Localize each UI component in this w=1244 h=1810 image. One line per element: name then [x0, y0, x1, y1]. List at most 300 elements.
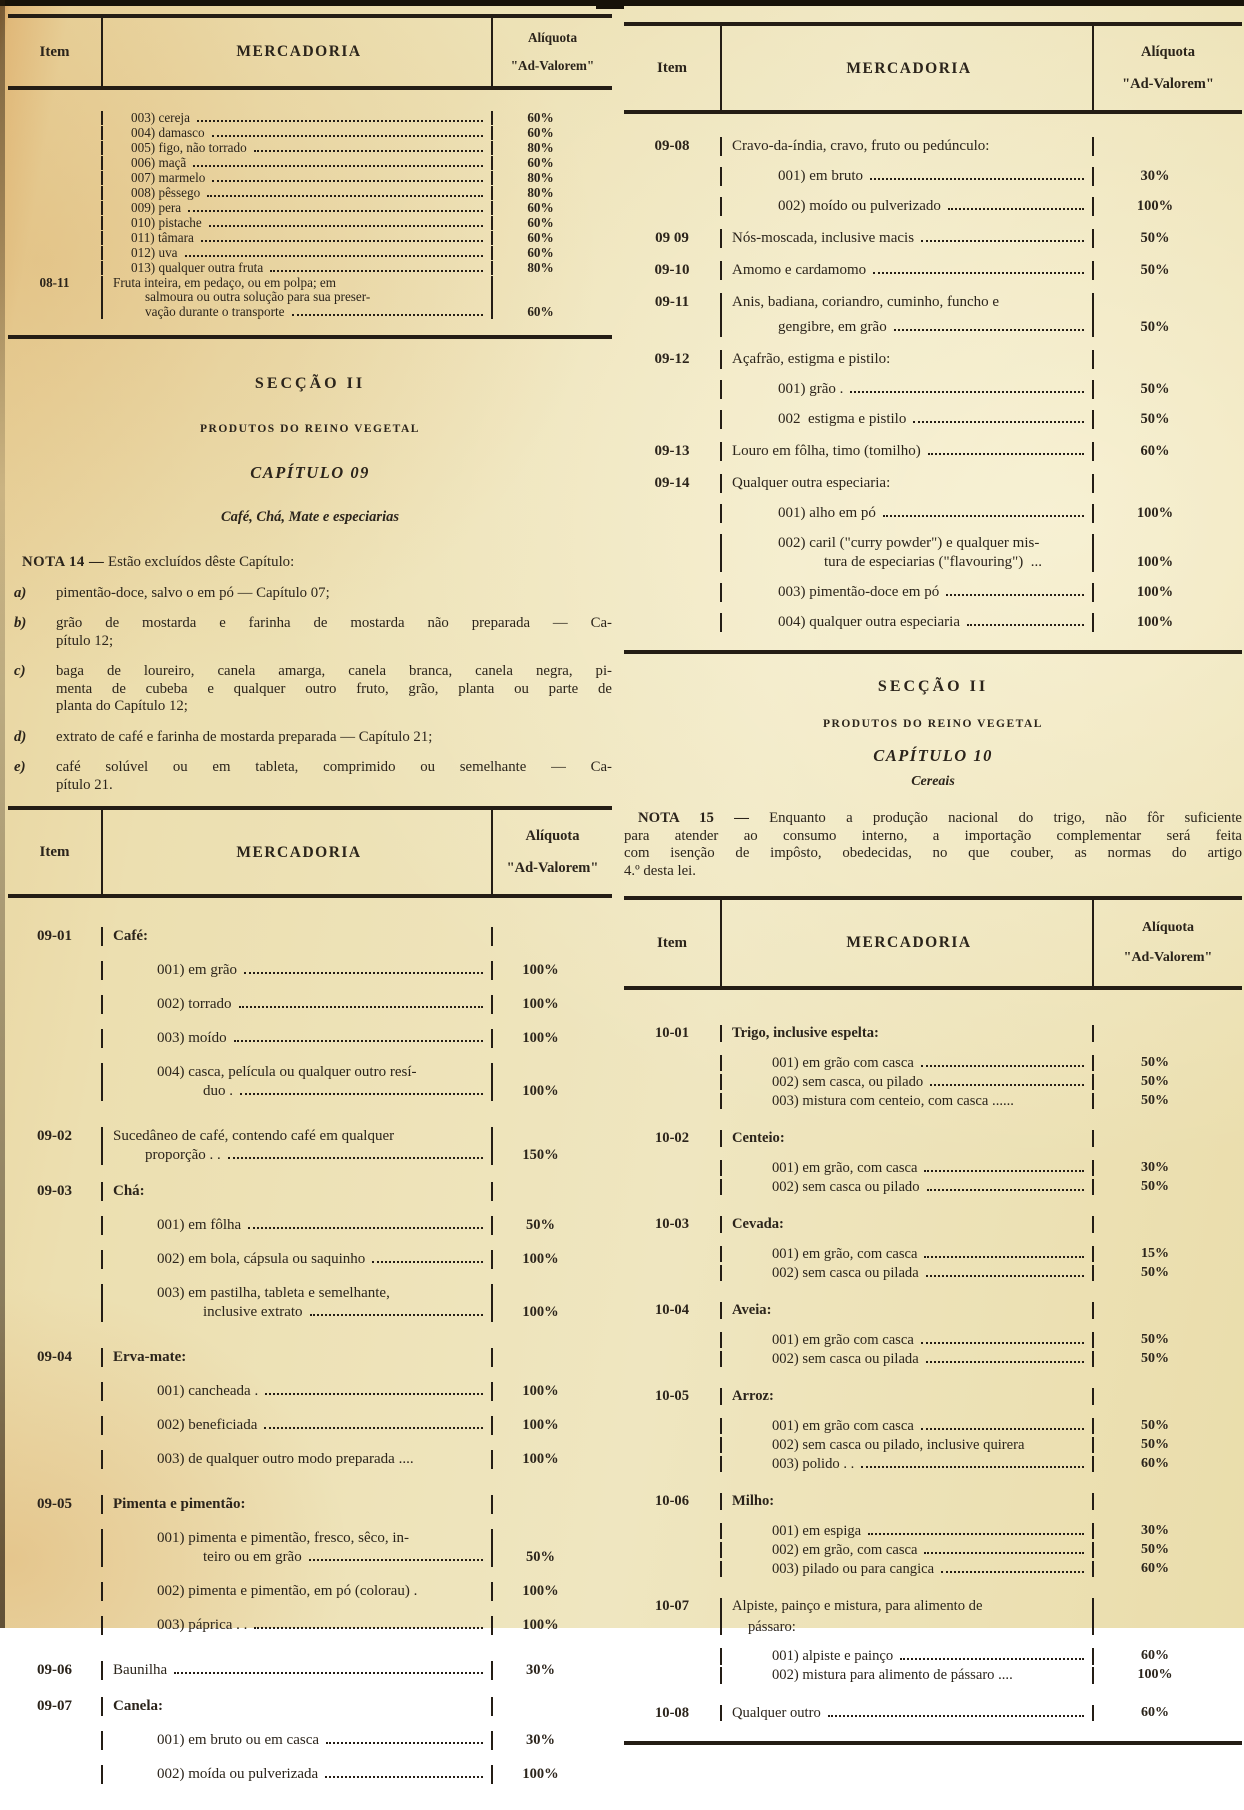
dotted-leader — [924, 1552, 1084, 1554]
merchandise-cell — [101, 1616, 493, 1635]
merchandise-line — [732, 167, 1086, 186]
merchandise-line — [732, 410, 1086, 429]
merchandise-line — [113, 261, 485, 276]
rate-value — [1094, 1523, 1242, 1540]
merchandise-line — [113, 141, 485, 156]
table-row — [8, 185, 612, 200]
rate-value — [1094, 1598, 1242, 1635]
rate-text: 30% — [1140, 168, 1170, 184]
merchandise-text: 002) torrado — [157, 996, 232, 1012]
left-column — [8, 14, 612, 1810]
merchandise-cell — [720, 1456, 1094, 1473]
rate-text: 100% — [522, 1383, 559, 1399]
item-code — [8, 246, 101, 261]
merchandise-line — [113, 1284, 485, 1303]
merchandise-line — [113, 1348, 485, 1367]
merchandise-text: salmoura ou outra solução para sua preser- — [145, 289, 371, 304]
table-row — [8, 215, 612, 230]
rate-value — [1094, 350, 1242, 369]
rate-value — [493, 961, 612, 980]
merchandise-text: teiro ou em grão — [203, 1549, 302, 1565]
item-code — [624, 1523, 720, 1540]
chapter-title: CAPÍTULO 09 — [250, 463, 370, 482]
rate-value — [1094, 1388, 1242, 1405]
table-row — [8, 1101, 612, 1165]
nota-14-heading — [8, 554, 612, 572]
merchandise-text: 012) uva — [131, 244, 178, 260]
rate-value — [1094, 293, 1242, 337]
rate-text: 100% — [1136, 554, 1174, 570]
merchandise-line — [732, 1705, 1086, 1722]
rate-value — [493, 1029, 612, 1048]
rate-value — [1094, 1456, 1242, 1473]
merchandise-line — [732, 1093, 1086, 1110]
item-code — [624, 1456, 720, 1473]
section-title: SECÇÃO II — [877, 678, 989, 695]
rate-text: 50% — [1140, 319, 1170, 335]
header-aliquota-line1: Alíquota — [527, 30, 578, 45]
item-code — [8, 1765, 101, 1784]
dotted-leader — [310, 1314, 483, 1316]
merchandise-line — [113, 1697, 485, 1716]
dotted-leader — [209, 225, 483, 227]
item-code — [8, 1250, 101, 1269]
item-code: 09-04 — [37, 1349, 72, 1365]
rate-value — [493, 276, 612, 320]
item-code — [8, 1029, 101, 1048]
merchandise-text: 002) em bola, cápsula ou saquinho — [157, 1251, 366, 1267]
section-title: SECÇÃO II — [254, 375, 366, 392]
merchandise-cell — [101, 1182, 493, 1201]
merchandise-cell — [101, 1127, 493, 1165]
merchandise-line — [732, 350, 1086, 369]
rate-value — [1094, 1055, 1242, 1072]
rate-text: 30% — [1141, 1159, 1169, 1175]
note-letter: d) — [14, 728, 27, 745]
merchandise-text: 001) pimenta e pimentão, fresco, sêco, in- — [157, 1530, 409, 1546]
section-subtitle: PRODUTOS DO REINO VEGETAL — [200, 423, 420, 435]
merchandise-line — [113, 1548, 485, 1567]
merchandise-line — [113, 156, 485, 171]
rate-value — [1094, 583, 1242, 602]
dotted-leader — [265, 1393, 483, 1395]
merchandise-cell — [101, 126, 493, 141]
merchandise-cell — [101, 995, 493, 1014]
item-code — [624, 613, 720, 632]
table-row — [8, 245, 612, 260]
merchandise-cell — [720, 504, 1094, 523]
dotted-leader — [234, 1040, 483, 1042]
table-row — [624, 248, 1242, 280]
rate-value — [1094, 1351, 1242, 1368]
merchandise-line — [113, 961, 485, 980]
header-aliquota — [1094, 26, 1242, 110]
item-code — [8, 186, 101, 201]
merchandise-line — [732, 1179, 1086, 1196]
dotted-leader — [921, 240, 1084, 242]
rate-text: 150% — [522, 1147, 559, 1163]
tariff-table-cereals — [624, 896, 1242, 1745]
merchandise-line — [732, 1615, 1086, 1636]
table-row — [624, 1684, 1242, 1722]
rate-text: 60% — [527, 214, 554, 230]
item-code: 09-01 — [37, 928, 72, 944]
nota-14-items — [8, 585, 612, 795]
merchandise-cell — [101, 156, 493, 171]
table-row — [8, 260, 612, 275]
merchandise-cell — [720, 1705, 1094, 1722]
merchandise-line — [113, 927, 485, 946]
item-code — [8, 1450, 101, 1469]
merchandise-text: 002) mistura para alimento de pássaro .... — [772, 1667, 1013, 1683]
merchandise-cell — [101, 1765, 493, 1784]
dotted-leader — [913, 421, 1084, 423]
dotted-leader — [212, 180, 483, 182]
item-code — [624, 1561, 720, 1578]
table-row — [8, 1635, 612, 1680]
dotted-leader — [928, 453, 1084, 455]
merchandise-cell — [720, 613, 1094, 632]
table-header — [624, 26, 1242, 114]
rate-text: 50% — [1141, 1350, 1169, 1366]
merchandise-text: 001) em grão com casca — [772, 1331, 914, 1348]
merchandise-cell — [101, 1661, 493, 1680]
header-mercadoria: MERCADORIA — [720, 26, 1094, 110]
rate-text: 100% — [522, 1451, 559, 1467]
merchandise-text: 003) de qualquer outro modo preparada .... — [157, 1451, 414, 1467]
merchandise-line — [113, 1582, 485, 1601]
rate-value — [1094, 410, 1242, 429]
merchandise-cell — [101, 261, 493, 276]
table-row — [8, 1165, 612, 1201]
rate-value — [493, 927, 612, 946]
dotted-leader — [197, 120, 483, 122]
table-row — [624, 156, 1242, 186]
dotted-leader — [924, 1256, 1084, 1258]
merchandise-line — [732, 1074, 1086, 1091]
header-mercadoria: MERCADORIA — [720, 900, 1094, 986]
item-code: 10-05 — [654, 1388, 690, 1404]
item-code — [8, 995, 101, 1014]
table-row — [624, 124, 1242, 156]
item-code: 10-01 — [654, 1025, 690, 1041]
merchandise-line — [113, 1529, 485, 1548]
merchandise-text: 002) moída ou pulverizada — [157, 1766, 319, 1782]
rate-value — [1094, 261, 1242, 280]
table-row — [624, 337, 1242, 369]
rate-text: 60% — [1141, 1648, 1169, 1663]
merchandise-cell — [101, 1348, 493, 1367]
merchandise-cell — [101, 1697, 493, 1716]
item-code — [624, 1418, 720, 1435]
merchandise-line — [732, 380, 1086, 399]
merchandise-line — [113, 1616, 485, 1635]
table-body — [624, 114, 1242, 650]
dotted-leader — [926, 1361, 1084, 1363]
table-row — [624, 1281, 1242, 1319]
rate-text: 50% — [1140, 381, 1170, 397]
rate-value — [493, 1348, 612, 1367]
item-code — [8, 1616, 101, 1635]
merchandise-text: Trigo, inclusive espelta: — [732, 1025, 879, 1041]
table-row — [8, 980, 612, 1014]
merchandise-cell — [720, 1025, 1094, 1042]
rate-value — [1094, 1648, 1242, 1665]
rate-value — [1094, 1493, 1242, 1510]
dotted-leader — [926, 1275, 1084, 1277]
merchandise-line — [732, 1265, 1086, 1282]
rate-value — [493, 141, 612, 156]
item-code: 09-11 — [654, 294, 690, 310]
item-code — [624, 1074, 720, 1091]
merchandise-line — [113, 246, 485, 261]
rate-value — [1094, 1093, 1242, 1110]
header-aliquota — [1094, 900, 1242, 986]
item-code — [624, 1667, 720, 1684]
merchandise-line — [113, 1216, 485, 1235]
merchandise-cell — [720, 534, 1094, 572]
rate-text: 100% — [522, 1617, 559, 1633]
table-row — [624, 493, 1242, 523]
item-code — [624, 380, 720, 399]
merchandise-line — [113, 201, 485, 216]
dotted-leader — [921, 1342, 1084, 1344]
merchandise-line — [113, 1146, 485, 1165]
item-code — [8, 1063, 101, 1101]
rate-text: 50% — [1141, 1073, 1169, 1089]
rate-value — [1094, 197, 1242, 216]
merchandise-text: Cevada: — [732, 1216, 784, 1232]
rate-text: 50% — [1141, 1264, 1169, 1280]
item-code: 10-04 — [654, 1302, 690, 1318]
dotted-leader — [193, 165, 483, 167]
item-code: 09-07 — [37, 1698, 72, 1714]
rate-value — [493, 1063, 612, 1101]
merchandise-line — [113, 1495, 485, 1514]
merchandise-cell — [720, 474, 1094, 493]
rate-text: 100% — [1136, 198, 1174, 214]
header-item: Item — [39, 843, 70, 860]
item-code: 09-14 — [654, 475, 690, 491]
item-code: 09-03 — [37, 1183, 72, 1199]
merchandise-line — [732, 442, 1086, 461]
merchandise-text: 002) sem casca ou pilada — [772, 1264, 919, 1281]
table-row — [624, 1004, 1242, 1042]
merchandise-cell — [720, 1351, 1094, 1368]
rate-value — [493, 1284, 612, 1322]
dotted-leader — [174, 1672, 483, 1674]
table-row — [8, 1322, 612, 1367]
chapter-subtitle: Café, Chá, Mate e especiarias — [220, 509, 399, 525]
merchandise-line — [113, 276, 485, 291]
tariff-table-coffee-tea-spices — [8, 806, 612, 1810]
dotted-leader — [948, 208, 1084, 210]
merchandise-text: Louro em fôlha, timo (tomilho) — [732, 443, 921, 459]
table-row — [8, 1435, 612, 1469]
rate-value — [1094, 1179, 1242, 1196]
rate-text: 30% — [526, 1662, 555, 1678]
item-code: 10-07 — [654, 1598, 690, 1614]
merchandise-text: 007) marmelo — [131, 169, 206, 185]
table-body — [8, 898, 612, 1810]
header-mercadoria: MERCADORIA — [101, 810, 493, 894]
table-row — [624, 1510, 1242, 1540]
merchandise-cell — [720, 1130, 1094, 1147]
rate-text: 100% — [522, 1083, 559, 1099]
rate-value — [1094, 1074, 1242, 1091]
item-code: 10-02 — [654, 1130, 690, 1146]
rate-value — [493, 1616, 612, 1635]
merchandise-line — [113, 1765, 485, 1784]
section-chapter-10 — [624, 678, 1242, 880]
rate-value — [493, 1495, 612, 1514]
table-row — [8, 275, 612, 319]
merchandise-text: tura de especiarias ("flavouring") ... — [824, 554, 1042, 570]
merchandise-cell — [720, 137, 1094, 156]
merchandise-text: 002) pimenta e pimentão, em pó (colorau) . — [157, 1583, 418, 1599]
rate-text: 50% — [526, 1549, 555, 1565]
merchandise-line — [732, 137, 1086, 156]
merchandise-line — [113, 1250, 485, 1269]
merchandise-line — [113, 1182, 485, 1201]
merchandise-cell — [101, 1731, 493, 1750]
merchandise-cell — [101, 141, 493, 156]
header-aliquota-line2: "Ad-Valorem" — [1122, 75, 1214, 92]
merchandise-text: 001) em grão, com casca — [772, 1159, 918, 1176]
merchandise-cell — [101, 961, 493, 980]
merchandise-text: 003) polido . . — [772, 1455, 855, 1472]
item-code: 10-03 — [654, 1216, 690, 1232]
merchandise-text: 013) qualquer outra fruta — [131, 259, 264, 275]
rate-value — [493, 1582, 612, 1601]
nota-15-label: NOTA 15 — — [638, 810, 749, 826]
header-aliquota-line1: Alíquota — [1141, 43, 1195, 60]
rate-text: 80% — [527, 259, 554, 275]
table-row — [8, 1367, 612, 1401]
item-code — [8, 961, 101, 980]
note-letter: b) — [14, 615, 27, 631]
table-row — [624, 1558, 1242, 1577]
dotted-leader — [201, 240, 483, 242]
merchandise-text: Açafrão, estigma e pistilo: — [732, 351, 891, 367]
rate-text: 100% — [1136, 505, 1174, 521]
merchandise-cell — [720, 1493, 1094, 1510]
merchandise-text: 002 estigma e pistilo — [778, 411, 907, 427]
rate-text: 60% — [527, 109, 554, 125]
tariff-table-fruits — [8, 14, 612, 339]
dotted-leader — [248, 1227, 483, 1229]
merchandise-cell — [720, 1265, 1094, 1282]
table-row — [624, 1195, 1242, 1233]
tariff-table-spices-continued — [624, 22, 1242, 654]
note-line: baga de loureiro, canela amarga, canela branca, canela negra, pi- — [56, 663, 612, 679]
rate-value — [1094, 1418, 1242, 1435]
merchandise-line — [732, 1542, 1086, 1559]
rate-value — [1094, 1246, 1242, 1263]
dotted-leader — [873, 272, 1084, 274]
dotted-leader — [921, 1428, 1084, 1430]
merchandise-line — [732, 293, 1086, 312]
table-row — [624, 1071, 1242, 1090]
merchandise-text: proporção . . — [145, 1147, 221, 1163]
merchandise-line — [732, 1130, 1086, 1147]
rate-value — [1094, 1130, 1242, 1147]
merchandise-text: Arroz: — [732, 1388, 774, 1404]
merchandise-line — [732, 229, 1086, 248]
rate-text: 60% — [527, 303, 554, 319]
note-line: pítulo 21. — [56, 776, 113, 793]
table-header — [8, 810, 612, 898]
merchandise-cell — [720, 229, 1094, 248]
merchandise-line — [113, 305, 485, 320]
merchandise-text: Cravo-da-índia, cravo, fruto ou pedúnculo: — [732, 138, 990, 154]
table-row — [624, 1147, 1242, 1177]
merchandise-line — [732, 1302, 1086, 1319]
rate-text: 15% — [1141, 1245, 1169, 1261]
table-row — [624, 280, 1242, 337]
table-row — [624, 216, 1242, 248]
header-aliquota-line2: "Ad-Valorem" — [506, 859, 599, 876]
merchandise-cell — [720, 1648, 1094, 1665]
rate-text: 60% — [527, 124, 554, 140]
merchandise-line — [732, 504, 1086, 523]
table-header — [624, 900, 1242, 990]
merchandise-cell — [720, 1542, 1094, 1559]
item-code — [8, 1382, 101, 1401]
table-row — [8, 125, 612, 140]
rate-text: 100% — [522, 1251, 559, 1267]
dotted-leader — [927, 1189, 1084, 1191]
dotted-leader — [828, 1715, 1084, 1717]
table-row — [624, 1348, 1242, 1367]
merchandise-text: 003) mistura com centeio, com casca ...... — [772, 1092, 1014, 1109]
merchandise-cell — [101, 201, 493, 216]
rate-value — [1094, 1332, 1242, 1349]
merchandise-text: 001) em fôlha — [157, 1217, 242, 1233]
rate-text: 50% — [1141, 1331, 1169, 1347]
item-code — [8, 1731, 101, 1750]
table-row — [8, 1601, 612, 1635]
merchandise-text: duo . — [203, 1083, 233, 1099]
dotted-leader — [946, 594, 1084, 596]
merchandise-text: pássaro: — [748, 1618, 796, 1635]
rate-value — [493, 126, 612, 141]
merchandise-text: Aveia: — [732, 1302, 772, 1318]
merchandise-cell — [101, 1284, 493, 1322]
nota-15-line: para atender ao consumo interno, a importação complementar será feita — [624, 827, 1242, 844]
merchandise-cell — [101, 231, 493, 246]
header-aliquota-line2: "Ad-Valorem" — [510, 57, 595, 73]
rate-text: 30% — [1141, 1522, 1169, 1538]
merchandise-text: 004) casca, película ou qualquer outro resí- — [157, 1064, 417, 1080]
merchandise-cell — [101, 1529, 493, 1567]
merchandise-text: 001) em grão — [157, 962, 237, 978]
merchandise-line — [732, 1418, 1086, 1435]
rate-value — [1094, 229, 1242, 248]
rate-text: 60% — [1141, 1560, 1169, 1576]
rate-text: 60% — [1141, 1704, 1169, 1720]
header-aliquota — [493, 18, 612, 86]
nota-14 — [8, 554, 612, 794]
merchandise-text: 010) pistache — [131, 214, 202, 230]
merchandise-line — [732, 1667, 1086, 1684]
merchandise-text: 002) sem casca, ou pilado — [772, 1073, 924, 1090]
table-row — [624, 1665, 1242, 1684]
item-code — [624, 1332, 720, 1349]
chapter-title: CAPÍTULO 10 — [873, 746, 993, 765]
dotted-leader — [264, 1427, 483, 1429]
nota-15-line — [624, 810, 1242, 828]
